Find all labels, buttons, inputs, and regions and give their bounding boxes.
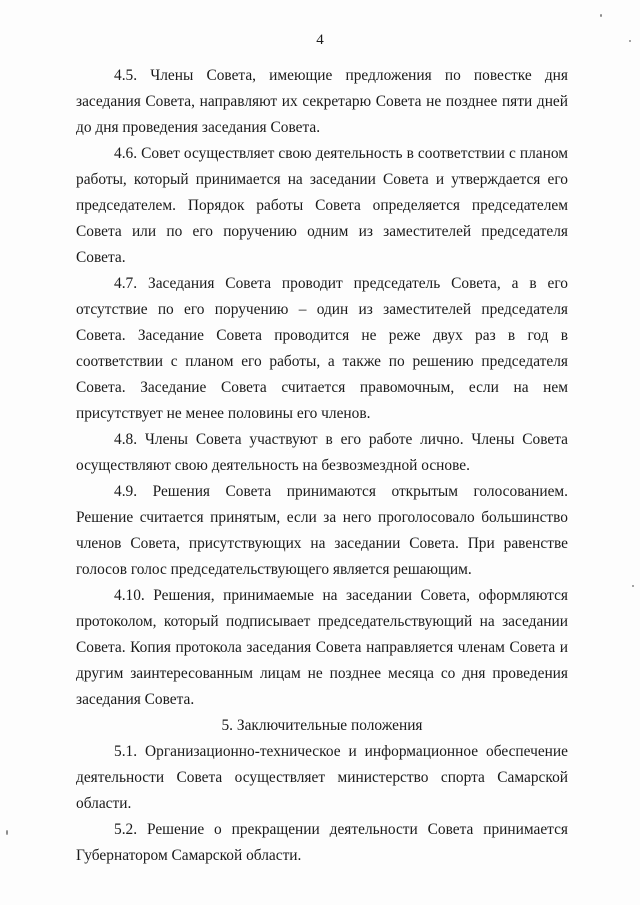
paragraph-4-6: 4.6. Совет осуществляет свою деятельность в соответствии с планом работы, который принимается на заседании Совета и утверждается его председателем. Порядок работы Совета определяется председателем Совета или по его поручению одним из заместителей председателя Совета. (76, 145, 568, 266)
section-heading: 5. Заключительные положения (221, 717, 423, 734)
paragraph-4-10: 4.10. Решения, принимаемые на заседании Совета, оформляются протоколом, который подписывает председательствующий на заседании Совета. Копия протокола заседания Совета направляется членам Совета и другим заинтересованным лицам не позднее месяца со дня проведения заседания Совета. (76, 587, 568, 708)
paragraph-4-5: 4.5. Члены Совета, имеющие предложения по повестке дня заседания Совета, направляют их секретарю Совета не позднее пяти дней до дня проведения заседания Совета. (76, 67, 568, 136)
document-body (76, 63, 568, 869)
scan-speck (6, 830, 8, 835)
paragraph-5-2: 5.2. Решение о прекращении деятельности Совета принимается Губернатором Самарской области. (76, 821, 568, 864)
scan-speck (632, 585, 634, 587)
scan-speck (629, 40, 631, 42)
paragraph-4-9: 4.9. Решения Совета принимаются открытым голосованием. Решение считается принятым, если за него проголосовало большинство членов Совета, присутствующих на заседании Совета. При равенстве голосов голос председательствующего является решающим. (76, 483, 568, 578)
page-number: 4 (316, 32, 324, 48)
paragraph-5-1: 5.1. Организационно-техническое и информационное обеспечение деятельности Совета осуществляет министерство спорта Самарской области. (76, 743, 568, 812)
paragraph-4-8: 4.8. Члены Совета участвуют в его работе лично. Члены Совета осуществляют свою деятельность на безвозмездной основе. (76, 431, 568, 474)
paragraph-4-7: 4.7. Заседания Совета проводит председатель Совета, а в его отсутствие по его поручению – один из заместителей председателя Совета. Заседание Совета проводится не реже двух раз в год в соответствии с планом его работы, а также по решению председателя Совета. Заседание Совета считается правомочным, если на нем присутствует не менее половины его членов. (76, 275, 568, 422)
scan-speck (600, 14, 602, 17)
